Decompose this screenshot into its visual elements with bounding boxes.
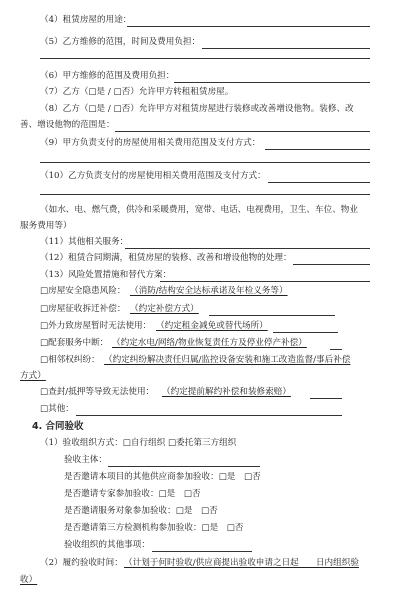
risk-expropriation-label: □房屋征收拆迁补偿： [40,304,126,314]
item-4-label: （4）租赁房屋的用途： [40,15,132,25]
acceptance-organization: （1）验收组织方式：□自行组织 □委托第三方组织 [40,438,237,448]
risk-seizure-value: （约定提前解约补偿和装修索赔） [162,387,291,397]
risk-neighbor-value: （约定纠纷解决责任归属/监控设备安装和施工改造监督/事后补偿 [104,355,351,365]
item-13-label: （13）风险处置措施和替代方案： [40,270,172,280]
item-10-blank-2 [40,194,370,195]
acceptance-time-value-cont: 收） [20,575,38,585]
item-6-label: （6）甲方维修的范围及费用负担： [40,71,175,81]
risk-expropriation-value: （约定补偿方式） [130,304,199,314]
item-11-label: （11）其他相关服务： [40,237,129,247]
acceptance-subject-label: 验收主体： [64,455,107,465]
risk-neighbor-value-cont: 方式） [20,371,46,381]
acceptance-time-label: （2）履约验收时间： [40,558,123,568]
section-4-heading: 4. 合同验收 [32,421,84,432]
risk-service-value: （约定水电/网络/物业恢复责任方及停业停产补偿） [112,338,307,348]
question-experts: 是否邀请专家参加验收：□是 □否 [64,489,201,499]
item-11-blank [125,248,370,249]
item-7-text: （7）乙方（□是 / □否）允许甲方转租租赁房屋。 [40,87,234,97]
risk-safety-label: □房屋安全隐患风险： [40,286,126,296]
risk-service-label: □配套服务中断： [40,338,109,348]
item-4-blank [127,26,370,27]
item-12-blank [293,264,370,265]
item-9-blank-2 [40,162,370,163]
expense-note-cont: 服务费用等） [20,221,72,231]
item-5-blank [202,48,370,49]
acceptance-subject-blank [108,466,260,467]
question-third-party-lab: 是否邀请第三方检测机构参加验收：□是 □否 [64,523,244,533]
expense-note: （如水、电、燃气费，供冷和采暖费用，宽带、电话、电视费用，卫生、车位、物业 [40,205,358,215]
risk-safety-value: （消防/结构安全达标承诺及年检义务等） [130,286,288,296]
risk-other-label: □其他： [40,404,74,414]
risk-neighbor-label: □相邻权纠纷： [40,355,100,365]
item-10-blank [268,182,370,183]
acceptance-time-value: （计划于何时验收/供应商提出验收申请之日起 日内组织验 [124,558,359,568]
acceptance-other-blank [152,551,252,552]
risk-expropriation-blank [209,315,335,316]
item-10-label: （10）乙方负责支付的房屋使用相关费用范围及支付方式： [40,171,266,181]
item-8-text-cont: 善、增设他物的范围是： [20,120,115,130]
item-12-label: （12）租赁合同期满，租赁房屋的装修、改善和增设他物的处理： [40,253,292,263]
risk-other-blank [76,415,342,416]
question-service-recipients: 是否邀请服务对象参加验收：□是 □否 [64,506,218,516]
risk-force-value: （约定租金减免或替代场所） [156,321,268,331]
risk-seizure-blank [310,398,342,399]
item-8-text: （8）乙方（□是 / □否）允许甲方对租赁房屋进行装修或改善增设他物。装修、改 [40,104,354,114]
risk-seizure-label: □查封/抵押等导致无法使用： [40,387,155,397]
risk-force-blank [273,332,338,333]
item-8-blank [115,131,370,132]
item-9-blank [265,149,370,150]
risk-service-blank [330,349,342,350]
question-other-suppliers: 是否邀请本项目的其他供应商参加验收：□是 □否 [64,472,261,482]
item-13-blank [160,281,370,282]
item-5-label: （5）乙方维修的范围，时间及费用负担： [40,37,201,47]
item-6-blank [174,82,370,83]
item-5-blank-2 [40,58,370,59]
item-9-label: （9）甲方负责支付的房屋使用相关费用范围及支付方式： [40,138,261,148]
risk-force-label: □外力致房屋暂时无法使用： [40,321,152,331]
acceptance-other-label: 验收组织的其他事项： [64,540,150,550]
